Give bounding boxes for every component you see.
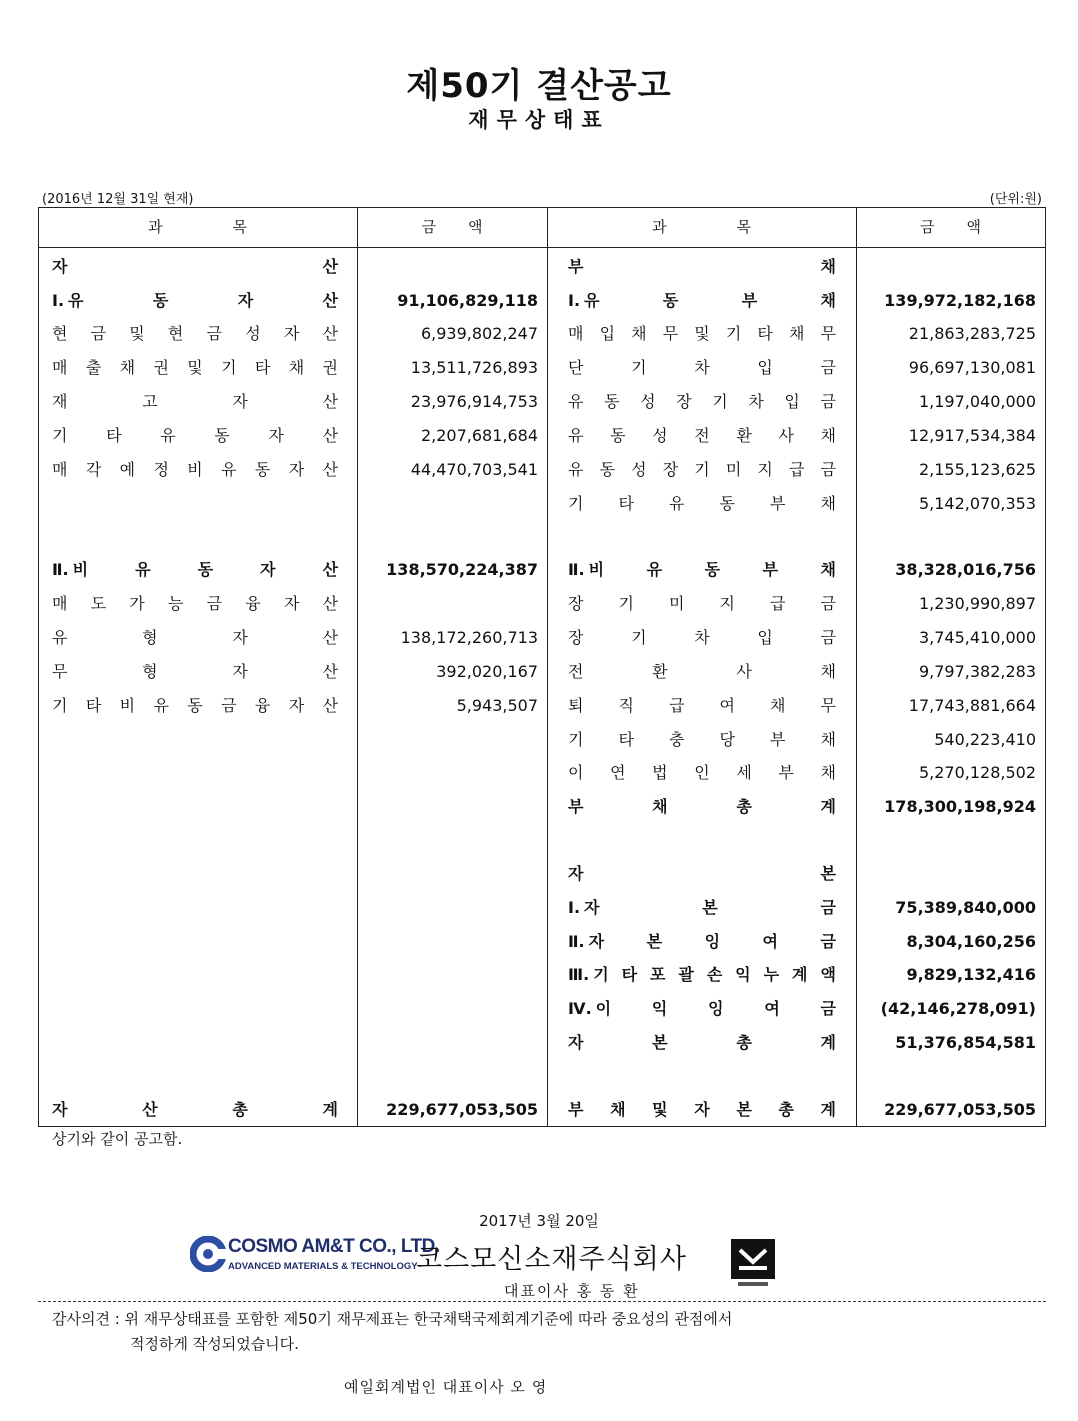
account-amount: 229,677,053,505 xyxy=(386,1100,538,1119)
company-name: 코스모신소재주식회사 xyxy=(416,1244,687,1275)
account-amount: 5,943,507 xyxy=(456,696,538,715)
logo-tagline: ADVANCED MATERIALS & TECHNOLOGY xyxy=(228,1261,418,1272)
section-numeral: Ⅱ. xyxy=(568,560,585,579)
account-label: 기 타 유 동 부 채 xyxy=(568,494,836,513)
account-amount: 139,972,182,168 xyxy=(884,291,1036,310)
account-amount: 13,511,726,893 xyxy=(410,358,538,377)
company-seal-icon xyxy=(730,1238,776,1288)
account-amount: 229,677,053,505 xyxy=(884,1100,1036,1119)
section-numeral: Ⅳ. xyxy=(568,999,592,1018)
account-amount: 178,300,198,924 xyxy=(884,797,1036,816)
header-subject-assets xyxy=(38,208,357,247)
account-label: 이 연 법 인 세 부 채 xyxy=(568,763,836,782)
account-amount: 75,389,840,000 xyxy=(895,898,1036,917)
account-amount xyxy=(866,255,1036,279)
account-label: 기 타 비 유 동 금 융 자 산 xyxy=(52,696,338,715)
account-label: 재 고 자 산 xyxy=(52,392,338,411)
header-char: 액 xyxy=(468,218,483,236)
page-title: 제50기 결산공고 xyxy=(406,66,672,106)
header-amount-assets xyxy=(357,208,547,247)
account-label: 현 금 및 현 금 성 자 산 xyxy=(52,324,338,343)
account-label: 자 본 총 계 xyxy=(568,1033,836,1052)
header-char: 금 xyxy=(421,218,436,236)
account-label: 유 동 성 장 기 미 지 급 금 xyxy=(568,460,836,479)
account-label: 부 채 총 계 xyxy=(568,797,836,816)
account-amount: 6,939,802,247 xyxy=(420,324,538,343)
account-amount: 5,142,070,353 xyxy=(918,494,1036,513)
column-divider xyxy=(547,208,548,1126)
account-label: 유 형 자 산 xyxy=(52,628,338,647)
account-label: 유 동 성 전 환 사 채 xyxy=(568,426,836,445)
account-amount: 12,917,534,384 xyxy=(908,426,1036,445)
account-amount: 21,863,283,725 xyxy=(908,324,1036,343)
header-char: 과 xyxy=(652,218,667,236)
logo-c-icon xyxy=(190,1236,226,1272)
account-amount: 23,976,914,753 xyxy=(410,392,538,411)
account-amount: 5,270,128,502 xyxy=(918,763,1036,782)
column-divider xyxy=(856,208,857,1126)
account-label: 퇴 직 급 여 채 무 xyxy=(568,696,836,715)
account-label: 전 환 사 채 xyxy=(568,662,836,681)
section-numeral: Ⅰ. xyxy=(52,291,65,310)
account-label: 자 산 xyxy=(52,257,338,276)
account-label: Ⅰ. 유 동 자 산 xyxy=(52,289,338,313)
account-label: 기 타 유 동 자 산 xyxy=(52,426,338,445)
header-char: 목 xyxy=(232,218,247,236)
table-border-left xyxy=(38,208,39,1126)
page-subtitle: 재무상태표 xyxy=(468,108,610,132)
audit-opinion: 감사의견 : 위 재무상태표를 포함한 제50기 재무제표는 한국채택국제회계기준에 따라 중요성의 관점에서 xyxy=(52,1310,733,1328)
account-amount: 3,745,410,000 xyxy=(918,628,1036,647)
auditor-signature: 예일회계법인 대표이사 오 영 xyxy=(344,1378,548,1396)
account-label: 장 기 미 지 급 금 xyxy=(568,594,836,613)
date-note: (2016년 12월 31일 현재) xyxy=(42,192,194,207)
account-label: 단 기 차 입 금 xyxy=(568,358,836,377)
header-amount-liabilities xyxy=(856,208,1045,247)
unit-note: (단위:원) xyxy=(989,192,1042,207)
account-label: Ⅲ. 기 타 포 괄 손 익 누 계 액 xyxy=(568,963,836,987)
account-label: Ⅰ. 유 동 부 채 xyxy=(568,289,836,313)
account-amount: 1,197,040,000 xyxy=(918,392,1036,411)
section-numeral: Ⅲ. xyxy=(568,965,590,984)
account-label: 장 기 차 입 금 xyxy=(568,628,836,647)
account-amount xyxy=(866,862,1036,886)
account-label: 부 채 및 자 본 총 계 xyxy=(568,1100,836,1119)
header-divider xyxy=(38,247,1046,248)
account-label: Ⅱ. 자 본 잉 여 금 xyxy=(568,930,836,954)
account-amount xyxy=(368,255,538,279)
audit-opinion-continued: 적정하게 작성되었습니다. xyxy=(130,1335,299,1353)
company-logo xyxy=(190,1236,440,1278)
account-label: 무 형 자 산 xyxy=(52,662,338,681)
account-amount: 138,570,224,387 xyxy=(386,560,538,579)
header-subject-liabilities xyxy=(547,208,856,247)
ceo-name: 대표이사 홍 동 환 xyxy=(504,1282,640,1300)
header-char: 액 xyxy=(966,218,981,236)
account-label: 매 각 예 정 비 유 동 자 산 xyxy=(52,460,338,479)
closing-statement: 상기와 같이 공고함. xyxy=(52,1130,183,1148)
account-amount: 1,230,990,897 xyxy=(918,594,1036,613)
account-amount: 51,376,854,581 xyxy=(895,1033,1036,1052)
footer-divider xyxy=(38,1301,1046,1302)
header-char: 과 xyxy=(148,218,163,236)
header-char: 목 xyxy=(736,218,751,236)
section-numeral: Ⅰ. xyxy=(568,291,581,310)
account-label: 매 입 채 무 및 기 타 채 무 xyxy=(568,324,836,343)
account-label: 자 본 xyxy=(568,864,836,883)
account-label: Ⅰ. 자 본 금 xyxy=(568,896,836,920)
account-label: 기 타 충 당 부 채 xyxy=(568,730,836,749)
account-label: 부 채 xyxy=(568,257,836,276)
account-amount: 8,304,160,256 xyxy=(906,932,1036,951)
account-label: Ⅱ. 비 유 동 부 채 xyxy=(568,558,836,582)
account-amount: 9,829,132,416 xyxy=(906,965,1036,984)
account-amount: 540,223,410 xyxy=(934,730,1036,749)
account-amount: 38,328,016,756 xyxy=(895,560,1036,579)
account-amount: 392,020,167 xyxy=(436,662,538,681)
account-label: 자 산 총 계 xyxy=(52,1100,338,1119)
header-char: 금 xyxy=(920,218,935,236)
account-amount: (42,146,278,091) xyxy=(880,999,1036,1018)
column-divider xyxy=(357,208,358,1126)
account-amount: 44,470,703,541 xyxy=(410,460,538,479)
section-numeral: Ⅰ. xyxy=(568,898,581,917)
account-amount: 2,207,681,684 xyxy=(420,426,538,445)
table-border-right xyxy=(1045,208,1046,1126)
account-label: Ⅳ. 이 익 잉 여 금 xyxy=(568,997,836,1021)
account-label: 매 출 채 권 및 기 타 채 권 xyxy=(52,358,338,377)
section-numeral: Ⅱ. xyxy=(568,932,585,951)
account-label: 매 도 가 능 금 융 자 산 xyxy=(52,594,338,613)
account-label: Ⅱ. 비 유 동 자 산 xyxy=(52,558,338,582)
announcement-date: 2017년 3월 20일 xyxy=(479,1212,599,1230)
logo-text: COSMO AM&T CO., LTD. xyxy=(228,1236,440,1257)
account-amount: 17,743,881,664 xyxy=(908,696,1036,715)
account-amount: 138,172,260,713 xyxy=(400,628,538,647)
section-numeral: Ⅱ. xyxy=(52,560,69,579)
account-amount: 2,155,123,625 xyxy=(918,460,1036,479)
account-amount xyxy=(368,592,538,616)
account-amount: 91,106,829,118 xyxy=(397,291,538,310)
balance-sheet-table xyxy=(38,207,1046,1127)
account-label: 유 동 성 장 기 차 입 금 xyxy=(568,392,836,411)
account-amount: 9,797,382,283 xyxy=(918,662,1036,681)
account-amount: 96,697,130,081 xyxy=(908,358,1036,377)
